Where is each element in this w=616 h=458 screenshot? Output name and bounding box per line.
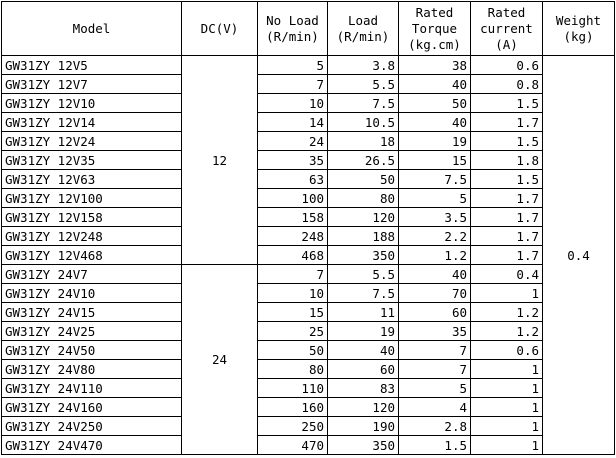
no-load-cell: 25	[258, 322, 328, 341]
load-cell: 3.8	[328, 56, 399, 75]
no-load-cell: 468	[258, 246, 328, 265]
torque-cell: 35	[399, 322, 471, 341]
torque-cell: 40	[399, 265, 471, 284]
current-cell: 0.4	[471, 265, 543, 284]
table-row	[2, 151, 615, 170]
model-cell: GW31ZY 12V100	[2, 189, 182, 208]
load-cell: 350	[328, 436, 399, 455]
dc-voltage-cell: 24	[182, 265, 258, 455]
no-load-cell: 158	[258, 208, 328, 227]
current-cell: 1.7	[471, 227, 543, 246]
model-cell: GW31ZY 12V10	[2, 94, 182, 113]
current-cell: 0.6	[471, 341, 543, 360]
current-cell: 1	[471, 360, 543, 379]
header-no-load: No Load (R/min)	[258, 2, 328, 56]
header-dc: DC(V)	[182, 2, 258, 56]
torque-cell: 3.5	[399, 208, 471, 227]
no-load-cell: 470	[258, 436, 328, 455]
torque-cell: 40	[399, 75, 471, 94]
table-row	[2, 265, 615, 284]
no-load-cell: 7	[258, 75, 328, 94]
model-cell: GW31ZY 12V5	[2, 56, 182, 75]
current-cell: 1.2	[471, 322, 543, 341]
load-cell: 11	[328, 303, 399, 322]
current-cell: 1.5	[471, 170, 543, 189]
model-cell: GW31ZY 24V7	[2, 265, 182, 284]
table-row	[2, 398, 615, 417]
torque-cell: 1.2	[399, 246, 471, 265]
current-cell: 1.8	[471, 151, 543, 170]
current-cell: 1.7	[471, 208, 543, 227]
torque-cell: 40	[399, 113, 471, 132]
torque-cell: 2.2	[399, 227, 471, 246]
model-cell: GW31ZY 12V24	[2, 132, 182, 151]
model-cell: GW31ZY 12V7	[2, 75, 182, 94]
model-cell: GW31ZY 24V250	[2, 417, 182, 436]
load-cell: 120	[328, 398, 399, 417]
model-cell: GW31ZY 24V25	[2, 322, 182, 341]
current-cell: 1	[471, 284, 543, 303]
torque-cell: 50	[399, 94, 471, 113]
current-cell: 1	[471, 379, 543, 398]
model-cell: GW31ZY 12V468	[2, 246, 182, 265]
model-cell: GW31ZY 12V35	[2, 151, 182, 170]
motor-spec-table	[1, 1, 615, 455]
load-cell: 190	[328, 417, 399, 436]
load-cell: 50	[328, 170, 399, 189]
load-cell: 5.5	[328, 75, 399, 94]
torque-cell: 7	[399, 341, 471, 360]
no-load-cell: 110	[258, 379, 328, 398]
table-row	[2, 303, 615, 322]
model-cell: GW31ZY 24V160	[2, 398, 182, 417]
no-load-cell: 15	[258, 303, 328, 322]
current-cell: 1.7	[471, 189, 543, 208]
table-row	[2, 417, 615, 436]
load-cell: 18	[328, 132, 399, 151]
torque-cell: 5	[399, 379, 471, 398]
table-row	[2, 208, 615, 227]
load-cell: 188	[328, 227, 399, 246]
load-cell: 26.5	[328, 151, 399, 170]
torque-cell: 2.8	[399, 417, 471, 436]
table-row	[2, 379, 615, 398]
no-load-cell: 80	[258, 360, 328, 379]
torque-cell: 15	[399, 151, 471, 170]
table-row	[2, 341, 615, 360]
current-cell: 1	[471, 436, 543, 455]
current-cell: 1.5	[471, 132, 543, 151]
load-cell: 83	[328, 379, 399, 398]
current-cell: 1.5	[471, 94, 543, 113]
no-load-cell: 10	[258, 94, 328, 113]
torque-cell: 70	[399, 284, 471, 303]
torque-cell: 19	[399, 132, 471, 151]
current-cell: 1.2	[471, 303, 543, 322]
current-cell: 1.7	[471, 113, 543, 132]
model-cell: GW31ZY 24V80	[2, 360, 182, 379]
current-cell: 1	[471, 417, 543, 436]
header-model: Model	[2, 2, 182, 56]
table-row	[2, 94, 615, 113]
table-row	[2, 322, 615, 341]
torque-cell: 7	[399, 360, 471, 379]
no-load-cell: 10	[258, 284, 328, 303]
dc-voltage-cell: 12	[182, 56, 258, 265]
load-cell: 80	[328, 189, 399, 208]
table-row	[2, 75, 615, 94]
header-weight: Weight (kg)	[543, 2, 615, 56]
no-load-cell: 100	[258, 189, 328, 208]
no-load-cell: 7	[258, 265, 328, 284]
load-cell: 19	[328, 322, 399, 341]
header-row	[2, 2, 615, 56]
no-load-cell: 35	[258, 151, 328, 170]
load-cell: 60	[328, 360, 399, 379]
torque-cell: 4	[399, 398, 471, 417]
current-cell: 0.6	[471, 56, 543, 75]
model-cell: GW31ZY 12V158	[2, 208, 182, 227]
load-cell: 10.5	[328, 113, 399, 132]
load-cell: 40	[328, 341, 399, 360]
model-cell: GW31ZY 12V63	[2, 170, 182, 189]
no-load-cell: 14	[258, 113, 328, 132]
table-row	[2, 246, 615, 265]
header-current: Rated current (A)	[471, 2, 543, 56]
no-load-cell: 5	[258, 56, 328, 75]
load-cell: 350	[328, 246, 399, 265]
no-load-cell: 50	[258, 341, 328, 360]
load-cell: 7.5	[328, 94, 399, 113]
no-load-cell: 250	[258, 417, 328, 436]
table-row	[2, 360, 615, 379]
table-row	[2, 113, 615, 132]
torque-cell: 5	[399, 189, 471, 208]
torque-cell: 1.5	[399, 436, 471, 455]
no-load-cell: 160	[258, 398, 328, 417]
current-cell: 0.8	[471, 75, 543, 94]
load-cell: 120	[328, 208, 399, 227]
no-load-cell: 63	[258, 170, 328, 189]
model-cell: GW31ZY 24V15	[2, 303, 182, 322]
table-body	[2, 56, 615, 455]
load-cell: 7.5	[328, 284, 399, 303]
model-cell: GW31ZY 24V50	[2, 341, 182, 360]
table-row	[2, 227, 615, 246]
table-row	[2, 189, 615, 208]
torque-cell: 60	[399, 303, 471, 322]
weight-cell: 0.4	[543, 56, 615, 455]
current-cell: 1	[471, 398, 543, 417]
no-load-cell: 24	[258, 132, 328, 151]
load-cell: 5.5	[328, 265, 399, 284]
model-cell: GW31ZY 24V10	[2, 284, 182, 303]
model-cell: GW31ZY 24V110	[2, 379, 182, 398]
header-torque: Rated Torque (kg.cm)	[399, 2, 471, 56]
no-load-cell: 248	[258, 227, 328, 246]
current-cell: 1.7	[471, 246, 543, 265]
model-cell: GW31ZY 12V248	[2, 227, 182, 246]
model-cell: GW31ZY 12V14	[2, 113, 182, 132]
table-row	[2, 436, 615, 455]
table-row	[2, 284, 615, 303]
table-row	[2, 56, 615, 75]
table-row	[2, 170, 615, 189]
torque-cell: 38	[399, 56, 471, 75]
model-cell: GW31ZY 24V470	[2, 436, 182, 455]
table-row	[2, 132, 615, 151]
header-load: Load (R/min)	[328, 2, 399, 56]
torque-cell: 7.5	[399, 170, 471, 189]
